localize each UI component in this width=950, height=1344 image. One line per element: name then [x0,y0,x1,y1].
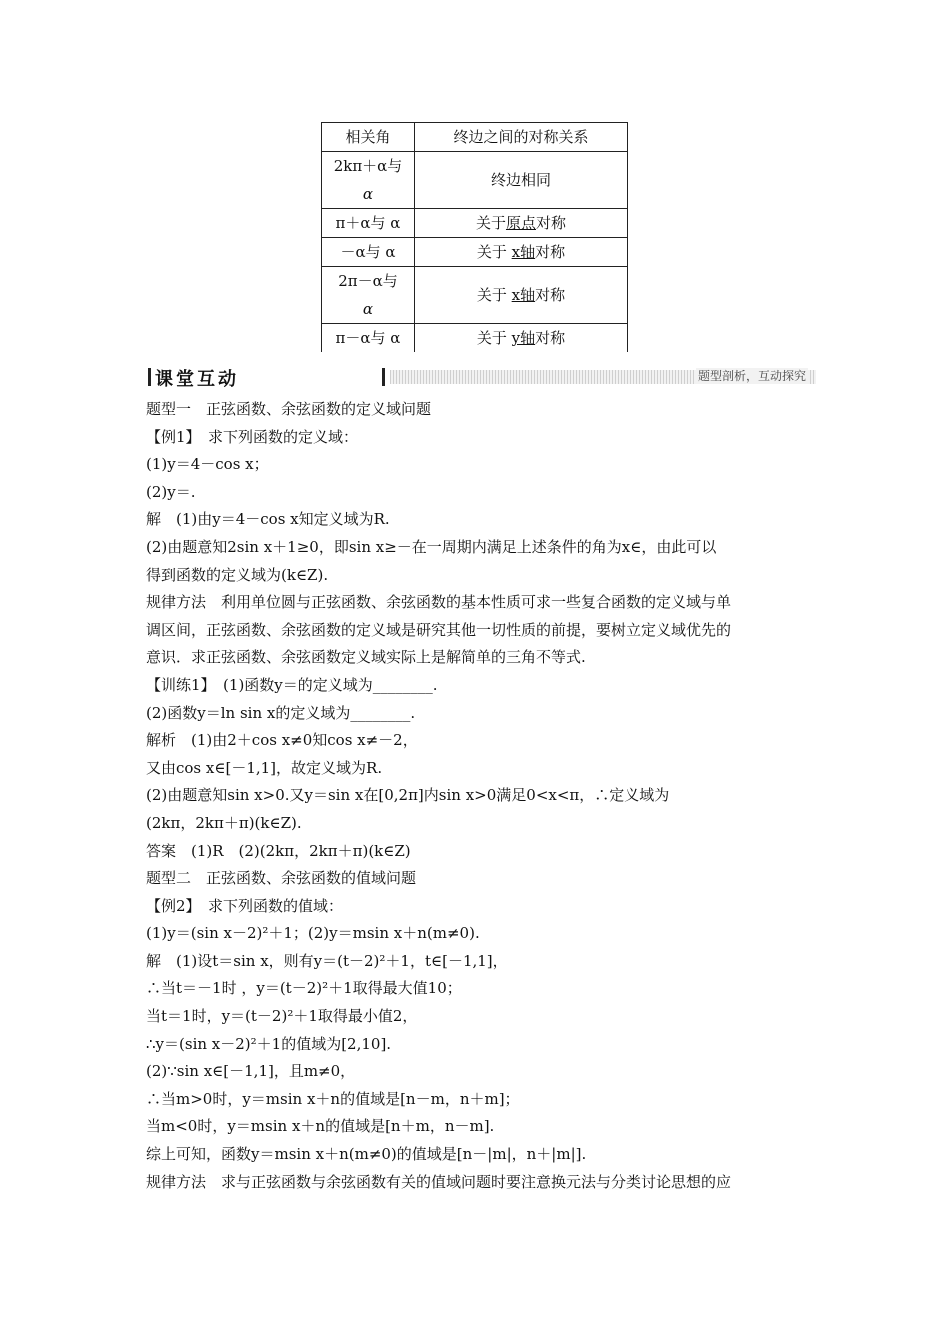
text-line: ∴当t＝－1时 ，y＝(t－2)²＋1取得最大值10； [146,979,462,998]
section-divider-right [382,368,385,386]
table-cell-angle: π－α与 α [322,324,415,353]
table-cell-angle: π＋α与 α [322,209,415,238]
text-line: (2kπ，2kπ＋π)(k∈Z). [146,813,302,832]
section-tag: 题型剖析，互动探究 [697,369,806,383]
table-row [322,267,628,324]
table-cell-angle [322,267,415,324]
text-line: 【例1】 求下列函数的定义域： [146,427,359,446]
text-line: (2)∵sin x∈[－1,1]，且m≠0， [146,1062,356,1081]
text-line: 答案 (1)R (2)(2kπ，2kπ＋π)(k∈Z) [146,841,411,860]
relation-text: 对称 [535,243,566,261]
text-line: 题型二 正弦函数、余弦函数的值域问题 [146,869,417,888]
section-header [148,365,816,390]
relation-text: 关于 [476,243,512,261]
text-line: 又由cos x∈[－1,1]，故定义域为R. [146,758,383,777]
relation-text: 关于 [475,214,506,232]
table-row [322,209,628,238]
table-cell-relation: 终边相同 [415,152,628,209]
text-line: 得到函数的定义域为(k∈Z). [146,565,329,584]
text-line: 【训练1】 (1)函数y＝的定义域为________. [146,675,438,694]
table-cell-relation [415,267,628,324]
table-cell-relation [415,324,628,353]
section-title: 课堂互动 [155,369,239,390]
angle-text: 2kπ＋α与 [333,157,403,175]
table-row [322,152,628,209]
text-line: 解 (1)设t＝sin x，则有y＝(t－2)²＋1，t∈[－1,1]， [146,951,508,970]
relation-underlined: y轴 [511,329,536,347]
angle-text: α [362,185,374,203]
text-line: (2)由题意知2sin x＋1≥0，即sin x≥－在一周期内满足上述条件的角为x∈，由此可以 [146,537,717,556]
text-line: 综上可知，函数y＝msin x＋n(m≠0)的值域是[n－|m|，n＋|m|]. [146,1145,587,1164]
relation-text: 对称 [535,286,566,304]
angle-text: α [362,300,374,318]
text-line: (2)函数y＝ln sin x的定义域为________. [146,703,416,722]
table-header-row [322,123,628,152]
related-angle-table [321,122,628,352]
text-line: ∴当m>0时，y＝msin x＋n的值域是[n－m，n＋m]； [146,1089,520,1108]
text-line: (1)y＝4－cos x； [146,455,269,474]
table-header-cell: 相关角 [322,123,415,152]
text-line: 规律方法 求与正弦函数与余弦函数有关的值域问题时要注意换元法与分类讨论思想的应 [146,1172,732,1191]
table-cell-relation [415,209,628,238]
table-cell-relation [415,238,628,267]
relation-text: 对称 [536,214,567,232]
text-line: 题型一 正弦函数、余弦函数的定义域问题 [146,400,432,418]
relation-text: 对称 [535,329,566,347]
relation-text: 关于 [476,286,512,304]
text-line: 解 (1)由y＝4－cos x知定义域为R. [146,510,390,529]
table-cell-angle [322,152,415,209]
text-line: (2)由题意知sin x>0.又y＝sin x在[0,2π]内sin x>0满足0<x<π，∴定义域为 [146,786,670,805]
section-divider-left [148,368,151,386]
text-line: 规律方法 利用单位圆与正弦函数、余弦函数的基本性质可求一些复合函数的定义域与单 [146,593,732,612]
document-body [146,396,818,1196]
relation-text: 关于 [476,329,512,347]
text-line: 当t＝1时，y＝(t－2)²＋1取得最小值2， [146,1007,418,1026]
text-line: (2)y＝. [146,482,196,501]
table-row [322,324,628,353]
text-line: 意识．求正弦函数、余弦函数定义域实际上是解简单的三角不等式. [146,648,586,667]
text-line: 当m<0时，y＝msin x＋n的值域是[n＋m，n－m]. [146,1117,495,1136]
relation-underlined: x轴 [511,243,536,261]
text-line: 解析 (1)由2＋cos x≠0知cos x≠－2， [146,731,418,750]
text-line: 【例2】 求下列函数的值域： [146,896,344,915]
table-cell-angle: －α与 α [322,238,415,267]
relation-underlined: 原点 [505,214,536,232]
text-line: (1)y＝(sin x－2)²＋1；(2)y＝msin x＋n(m≠0). [146,924,480,943]
table-header-cell: 终边之间的对称关系 [415,123,628,152]
text-line: 调区间，正弦函数、余弦函数的定义域是研究其他一切性质的前提，要树立定义域优先的 [146,620,732,639]
angle-text: 2π－α与 [338,272,398,290]
text-line: ∴y＝(sin x－2)²＋1的值域为[2,10]. [146,1034,392,1053]
relation-underlined: x轴 [511,286,536,304]
table-row [322,238,628,267]
